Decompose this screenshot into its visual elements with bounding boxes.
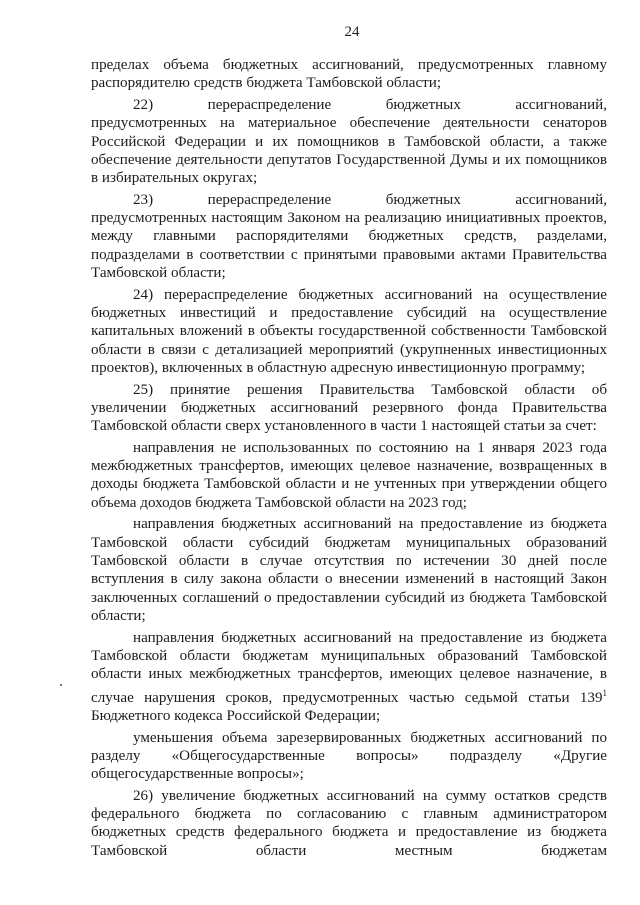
- paragraph-item-22: 22) перераспределение бюджетных ассигнований, предусмотренных на материальное обеспечение деятельности сенаторов Российской Федерации и их помощников в Тамбовской области, а также обеспечение деятельности депутатов Государственной Думы и их помощников в избирательных округах;: [91, 96, 607, 187]
- paragraph-continuation: пределах объема бюджетных ассигнований, предусмотренных главному распорядителю средств бюджета Тамбовской области;: [91, 57, 607, 92]
- paragraph-item-25-sub-2: направления бюджетных ассигнований на предоставление из бюджета Тамбовской области субсидий бюджетам муниципальных образований Тамбовской области в случае отсутствия по истечении 30 дней после вступления в силу закона области о внесении изменений в настоящий Закон заключенных соглашений о предоставлении субсидий из бюджета Тамбовской области;: [91, 516, 607, 624]
- paragraph-item-23: 23) перераспределение бюджетных ассигнований, предусмотренных настоящим Законом на реализацию инициативных проектов, между главными распорядителями бюджетных средств, разделами, подразделами в соответствии с принятыми правовыми актами Правительства Тамбовской области;: [91, 191, 607, 282]
- paragraph-item-26: 26) увеличение бюджетных ассигнований на сумму остатков средств федерального бюджета по согласованию с главным администратором бюджетных средств федерального бюджета и предоставление из бюджета Тамбовской области местным бюджетам: [91, 787, 607, 859]
- paragraph-text: направления бюджетных ассигнований на предоставление из бюджета Тамбовской области бюджетам муниципальных образований Тамбовской области иных межбюджетных трансфертов, имеющих целевое назначение, в случае нарушения сроков, предусмотренных частью седьмой статьи 139: [91, 629, 607, 706]
- paragraph-item-25-sub-3: [91, 629, 607, 725]
- paragraph-item-25-sub-4: уменьшения объема зарезервированных бюджетных ассигнований по разделу «Общегосударственные вопросы» подразделу «Другие общегосударственные вопросы»;: [91, 729, 607, 783]
- scan-speck: [60, 684, 62, 686]
- paragraph-item-25-sub-1: направления не использованных по состоянию на 1 января 2023 года межбюджетных трансфертов, имеющих целевое назначение, возвращенных в доходы бюджета Тамбовской области и не учтенных при утверждении общего объема доходов бюджета Тамбовской области на 2023 год;: [91, 439, 607, 511]
- paragraph-text: Бюджетного кодекса Российской Федерации;: [91, 707, 381, 724]
- paragraph-item-25: 25) принятие решения Правительства Тамбовской области об увеличении бюджетных ассигнований резервного фонда Правительства Тамбовской области сверх установленного в части 1 настоящей статьи за счет:: [91, 381, 607, 435]
- page-number: 24: [344, 24, 360, 40]
- superscript: 1: [602, 687, 607, 698]
- paragraph-item-24: 24) перераспределение бюджетных ассигнований на осуществление бюджетных инвестиций и предоставление субсидий на осуществление капитальных вложений в объекты государственной собственности Тамбовской области в связи с детализацией мероприятий (укрупненных инвестиционных проектов), включенных в областную адресную инвестиционную программу;: [91, 286, 607, 376]
